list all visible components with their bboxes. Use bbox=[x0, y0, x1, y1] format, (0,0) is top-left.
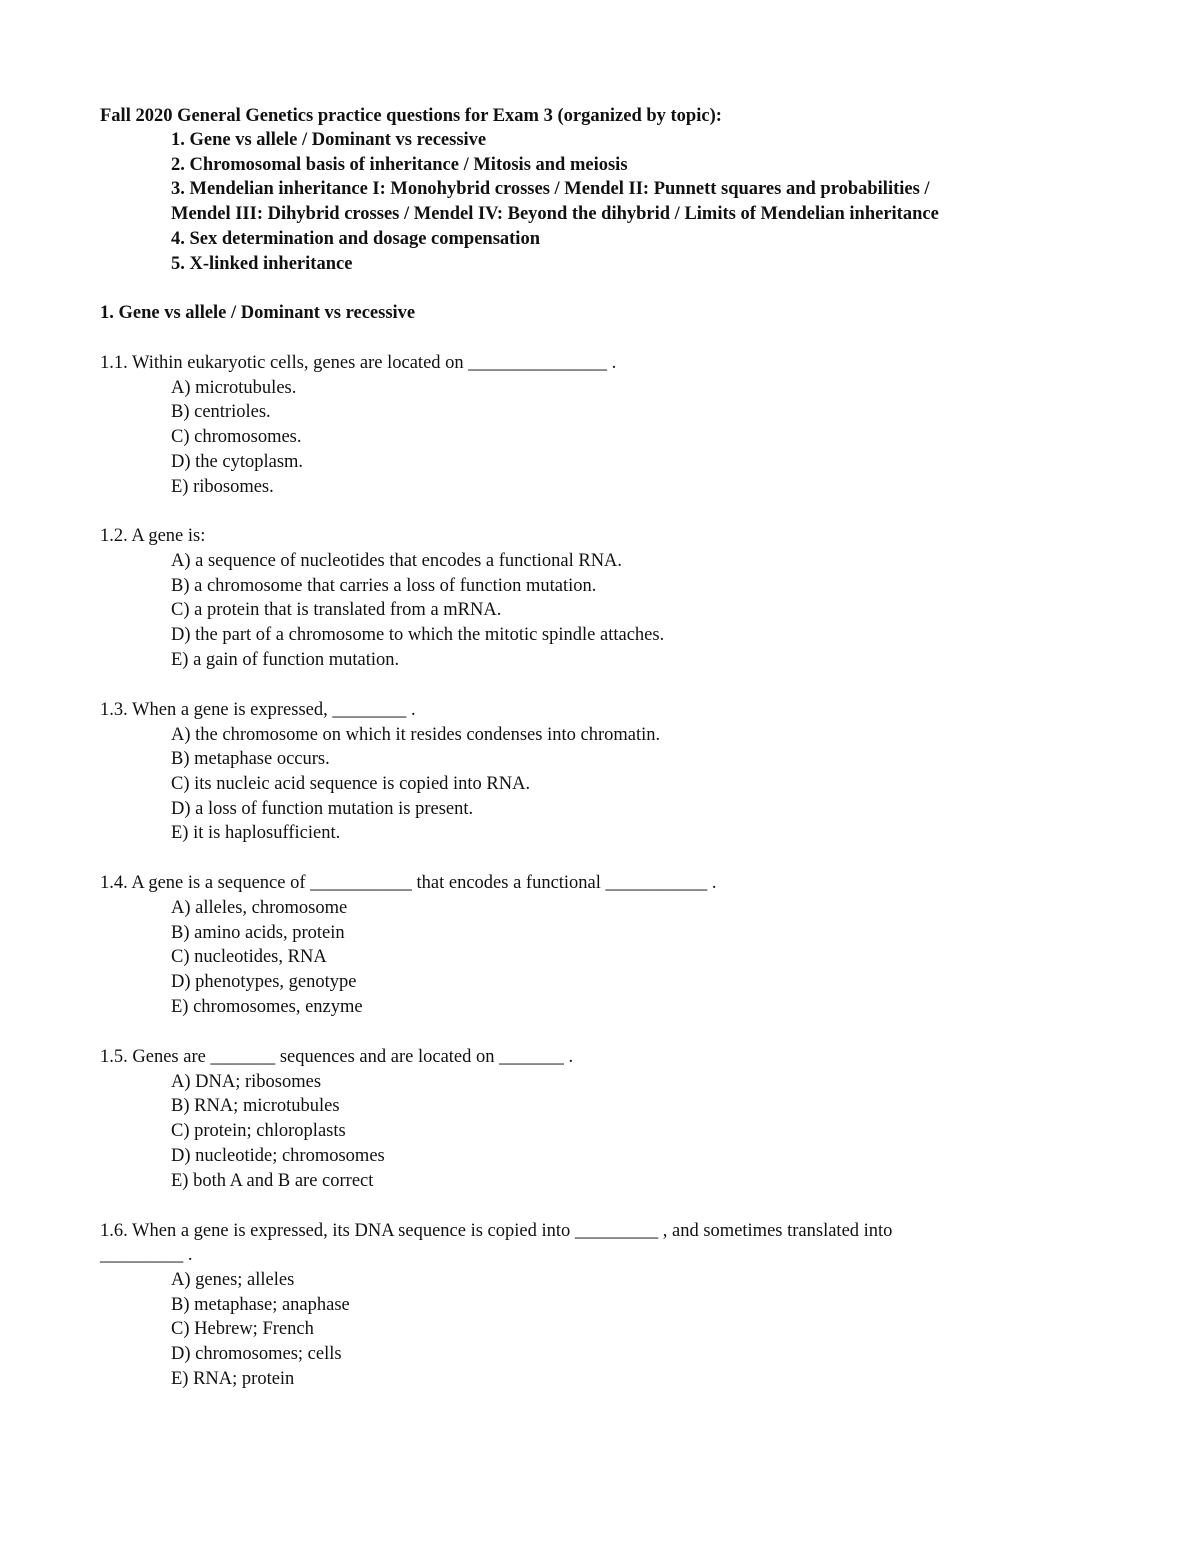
answer-option: C) protein; chloroplasts bbox=[171, 1121, 346, 1141]
question-stem: 1.1. Within eukaryotic cells, genes are located on _______________ . bbox=[100, 353, 617, 373]
document-title: Fall 2020 General Genetics practice questions for Exam 3 (organized by topic): bbox=[100, 106, 722, 126]
answer-option: A) genes; alleles bbox=[171, 1270, 295, 1290]
answer-option: D) nucleotide; chromosomes bbox=[171, 1146, 385, 1166]
answer-option: C) a protein that is translated from a mRNA. bbox=[171, 600, 502, 620]
answer-option: C) chromosomes. bbox=[171, 427, 302, 447]
answer-option: B) centrioles. bbox=[171, 402, 271, 422]
answer-option: B) a chromosome that carries a loss of function mutation. bbox=[171, 576, 597, 596]
answer-option: A) DNA; ribosomes bbox=[171, 1072, 322, 1092]
answer-option: C) nucleotides, RNA bbox=[171, 947, 327, 967]
question-stem: 1.4. A gene is a sequence of ___________ that encodes a functional ___________ . bbox=[100, 873, 717, 893]
answer-option: D) the cytoplasm. bbox=[171, 452, 304, 472]
topic-item: 5. X-linked inheritance bbox=[171, 254, 353, 274]
answer-option: D) phenotypes, genotype bbox=[171, 972, 357, 992]
answer-option: C) its nucleic acid sequence is copied into RNA. bbox=[171, 774, 531, 794]
question-stem: 1.5. Genes are _______ sequences and are located on _______ . bbox=[100, 1047, 574, 1067]
question-stem: 1.3. When a gene is expressed, ________ . bbox=[100, 700, 416, 720]
answer-option: A) a sequence of nucleotides that encodes a functional RNA. bbox=[171, 551, 623, 571]
answer-option: E) a gain of function mutation. bbox=[171, 650, 400, 670]
answer-option: B) RNA; microtubules bbox=[171, 1096, 340, 1116]
answer-option: A) alleles, chromosome bbox=[171, 898, 348, 918]
answer-option: C) Hebrew; French bbox=[171, 1319, 314, 1339]
answer-option: E) chromosomes, enzyme bbox=[171, 997, 363, 1017]
topic-item: Mendel III: Dihybrid crosses / Mendel IV: Beyond the dihybrid / Limits of Mendelian inheritance bbox=[171, 204, 939, 224]
answer-option: E) RNA; protein bbox=[171, 1369, 295, 1389]
answer-option: E) it is haplosufficient. bbox=[171, 823, 341, 843]
answer-option: E) both A and B are correct bbox=[171, 1171, 374, 1191]
answer-option: E) ribosomes. bbox=[171, 477, 274, 497]
topic-item: 2. Chromosomal basis of inheritance / Mitosis and meiosis bbox=[171, 155, 628, 175]
answer-option: D) chromosomes; cells bbox=[171, 1344, 342, 1364]
topic-item: 4. Sex determination and dosage compensation bbox=[171, 229, 540, 249]
answer-option: A) microtubules. bbox=[171, 378, 297, 398]
answer-option: B) amino acids, protein bbox=[171, 923, 345, 943]
question-stem: 1.6. When a gene is expressed, its DNA sequence is copied into _________ , and sometimes translated into bbox=[100, 1221, 893, 1241]
topic-item: 1. Gene vs allele / Dominant vs recessive bbox=[171, 130, 487, 150]
answer-option: D) the part of a chromosome to which the mitotic spindle attaches. bbox=[171, 625, 665, 645]
answer-option: B) metaphase; anaphase bbox=[171, 1295, 350, 1315]
answer-option: A) the chromosome on which it resides condenses into chromatin. bbox=[171, 725, 661, 745]
section-heading: 1. Gene vs allele / Dominant vs recessive bbox=[100, 303, 416, 323]
topic-item: 3. Mendelian inheritance I: Monohybrid crosses / Mendel II: Punnett squares and probabilities / bbox=[171, 179, 930, 199]
answer-option: B) metaphase occurs. bbox=[171, 749, 330, 769]
answer-option: D) a loss of function mutation is present. bbox=[171, 799, 474, 819]
question-stem: 1.2. A gene is: bbox=[100, 526, 206, 546]
question-stem-continuation: _________ . bbox=[100, 1245, 193, 1265]
